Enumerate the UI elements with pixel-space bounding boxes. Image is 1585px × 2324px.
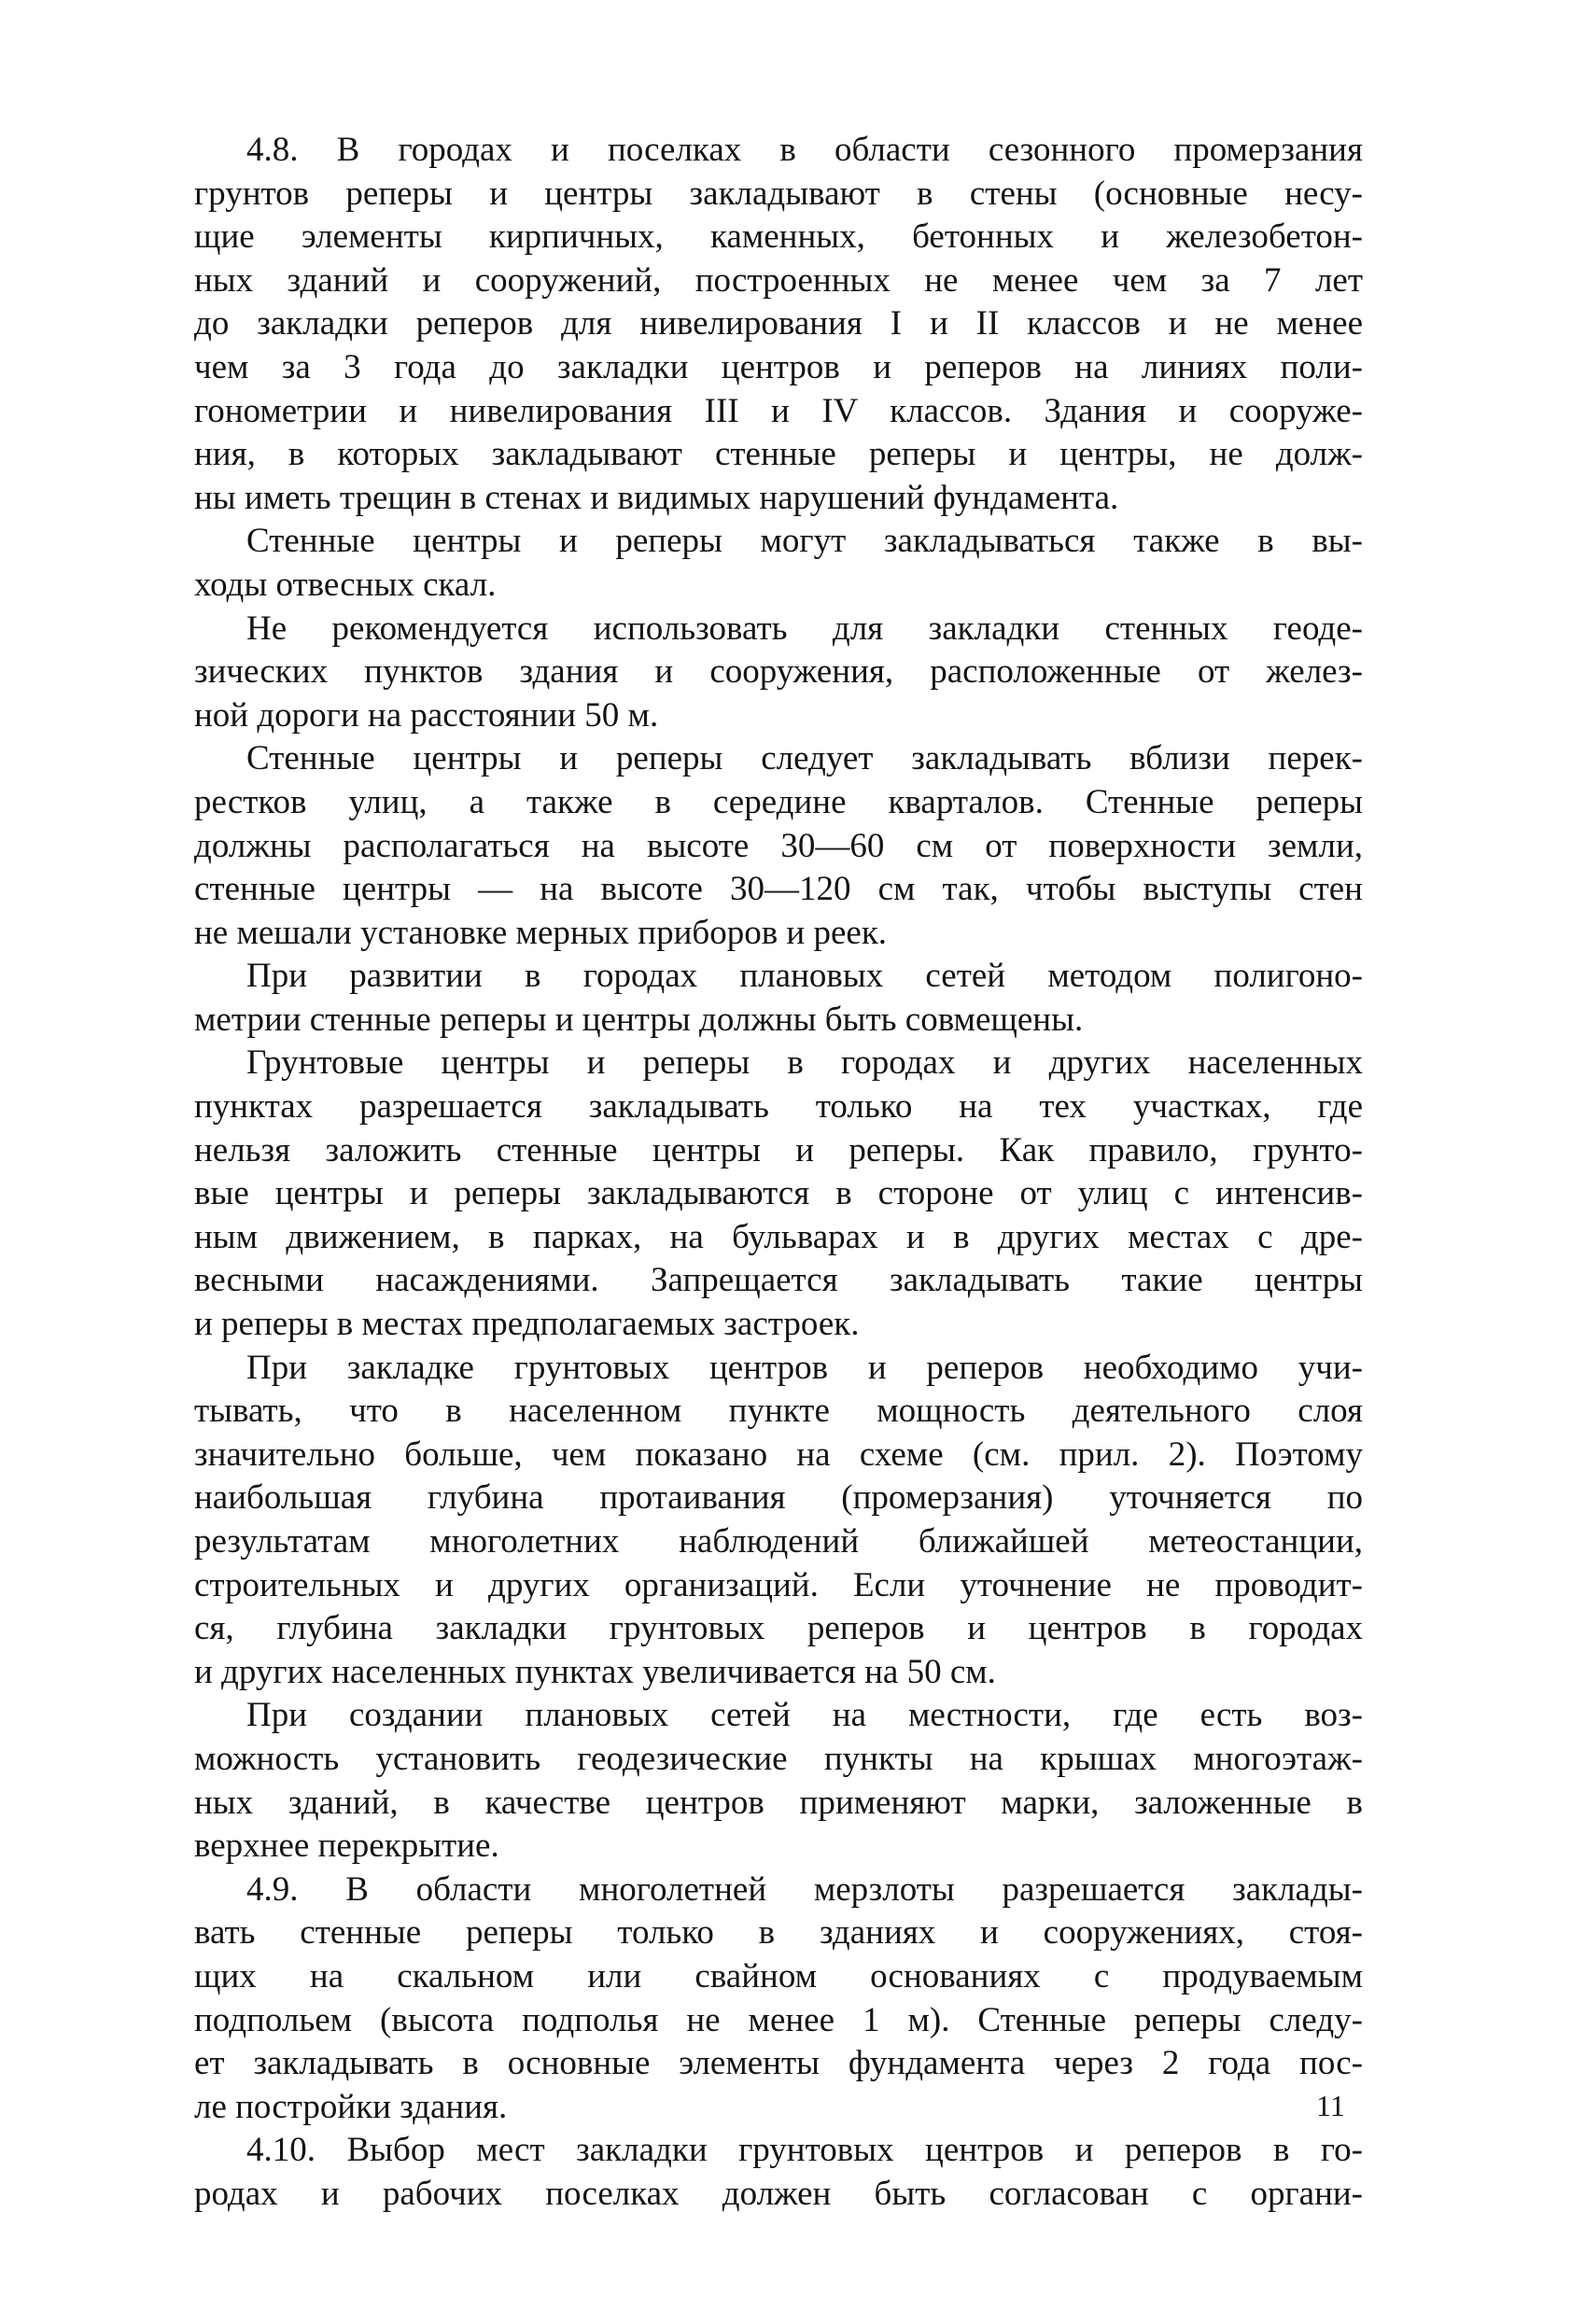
paragraph (194, 129, 1363, 520)
text-line: ле постройки здания. (194, 2087, 508, 2126)
text-line: весными насаждениями. Запрещается закладывать такие центры (194, 1261, 1363, 1300)
text-line: Не рекомендуется использовать для закладки стенных геоде- (246, 609, 1363, 648)
text-line: вые центры и реперы закладываются в стороне от улиц с интенсив- (194, 1174, 1363, 1213)
text-line: ся, глубина закладки грунтовых реперов и центров в городах (194, 1609, 1363, 1648)
paragraph (194, 520, 1363, 607)
paragraph (194, 2129, 1363, 2216)
paragraph (194, 1042, 1363, 1346)
text-line: ной дороги на расстоянии 50 м. (194, 695, 659, 735)
paragraph (194, 955, 1363, 1042)
text-line: ходы отвесных скал. (194, 565, 497, 604)
text-line: При развитии в городах плановых сетей методом полигоно- (246, 957, 1363, 996)
text-line: При создании плановых сетей на местности, где есть воз- (246, 1696, 1363, 1735)
text-line: ет закладывать в основные элементы фундамента через 2 года пос- (194, 2044, 1363, 2083)
text-line: наибольшая глубина протаивания (промерзания) уточняется по (194, 1478, 1363, 1518)
text-line: гонометрии и нивелирования III и IV классов. Здания и сооруже- (194, 391, 1363, 430)
text-line: щие элементы кирпичных, каменных, бетонных и железобетон- (194, 217, 1363, 257)
text-line: и реперы в местах предполагаемых застроек. (194, 1305, 860, 1344)
text-line: ния, в которых закладывают стенные реперы и центры, не долж- (194, 435, 1363, 474)
text-line: ных зданий, в качестве центров применяют марки, заложенные в (194, 1783, 1363, 1822)
text-line: родах и рабочих поселках должен быть согласован с органи- (194, 2174, 1363, 2213)
text-line: ным движением, в парках, на бульварах и в других местах с дре- (194, 1217, 1363, 1256)
text-line: значительно больше, чем показано на схеме (см. прил. 2). Поэтому (194, 1435, 1363, 1474)
page-number: 11 (1316, 2089, 1345, 2122)
text-line: пунктах разрешается закладывать только на тех участках, где (194, 1087, 1363, 1127)
text-line: стенные центры — на высоте 30—120 см так, чтобы выступы стен (194, 870, 1363, 909)
text-line: 4.8. В городах и поселках в области сезонного промерзания (246, 131, 1363, 169)
text-line: до закладки реперов для нивелирования I и II классов и не менее (194, 304, 1363, 343)
text-line: ны иметь трещин в стенах и видимых нарушений фундамента. (194, 478, 1119, 517)
paragraph (194, 737, 1363, 955)
text-line: вать стенные реперы только в зданиях и сооружениях, стоя- (194, 1913, 1363, 1953)
text-line: зических пунктов здания и сооружения, расположенные от желез- (194, 652, 1363, 692)
text-line: Стенные центры и реперы следует закладывать вблизи перек- (246, 739, 1363, 778)
text-line: тывать, что в населенном пункте мощность деятельного слоя (194, 1392, 1363, 1431)
text-line: можность установить геодезические пункты на крышах многоэтаж- (194, 1739, 1363, 1778)
text-line: грунтов реперы и центры закладывают в стены (основные несу- (194, 174, 1363, 213)
text-line: должны располагаться на высоте 30—60 см от поверхности земли, (194, 826, 1363, 865)
text-line: верхнее перекрытие. (194, 1827, 499, 1866)
text-line: 4.10. Выбор мест закладки грунтовых центров и реперов в го- (246, 2131, 1363, 2170)
text-line: ных зданий и сооружений, построенных не менее чем за 7 лет (194, 260, 1363, 300)
paragraph (194, 1694, 1363, 1868)
text-line: рестков улиц, а также в середине кварталов. Стенные реперы (194, 782, 1363, 821)
text-line: подпольем (высота подполья не менее 1 м). Стенные реперы следу- (194, 2000, 1363, 2039)
text-line: чем за 3 года до закладки центров и реперов на линиях поли- (194, 347, 1363, 386)
text-line: не мешали установке мерных приборов и реек. (194, 913, 888, 952)
paragraph (194, 1347, 1363, 1695)
text-line: строительных и других организаций. Если уточнение не проводит- (194, 1565, 1363, 1604)
body-text (194, 129, 1363, 2217)
paragraph (194, 608, 1363, 738)
text-line: и других населенных пунктах увеличивается на 50 см. (194, 1652, 996, 1691)
text-line: При закладке грунтовых центров и реперов необходимо учи- (246, 1348, 1363, 1387)
text-line: щих на скальном или свайном основаниях с продуваемым (194, 1956, 1363, 1995)
text-line: Грунтовые центры и реперы в городах и других населенных (246, 1043, 1363, 1083)
text-line: нельзя заложить стенные центры и реперы. Как правило, грунто- (194, 1130, 1363, 1169)
text-line: Стенные центры и реперы могут закладываться также в вы- (246, 522, 1363, 561)
text-line: результатам многолетних наблюдений ближайшей метеостанции, (194, 1522, 1363, 1561)
text-line: метрии стенные реперы и центры должны быть совмещены. (194, 1000, 1084, 1039)
text-line: 4.9. В области многолетней мерзлоты разрешается заклады- (246, 1869, 1363, 1909)
paragraph (194, 1869, 1363, 2130)
